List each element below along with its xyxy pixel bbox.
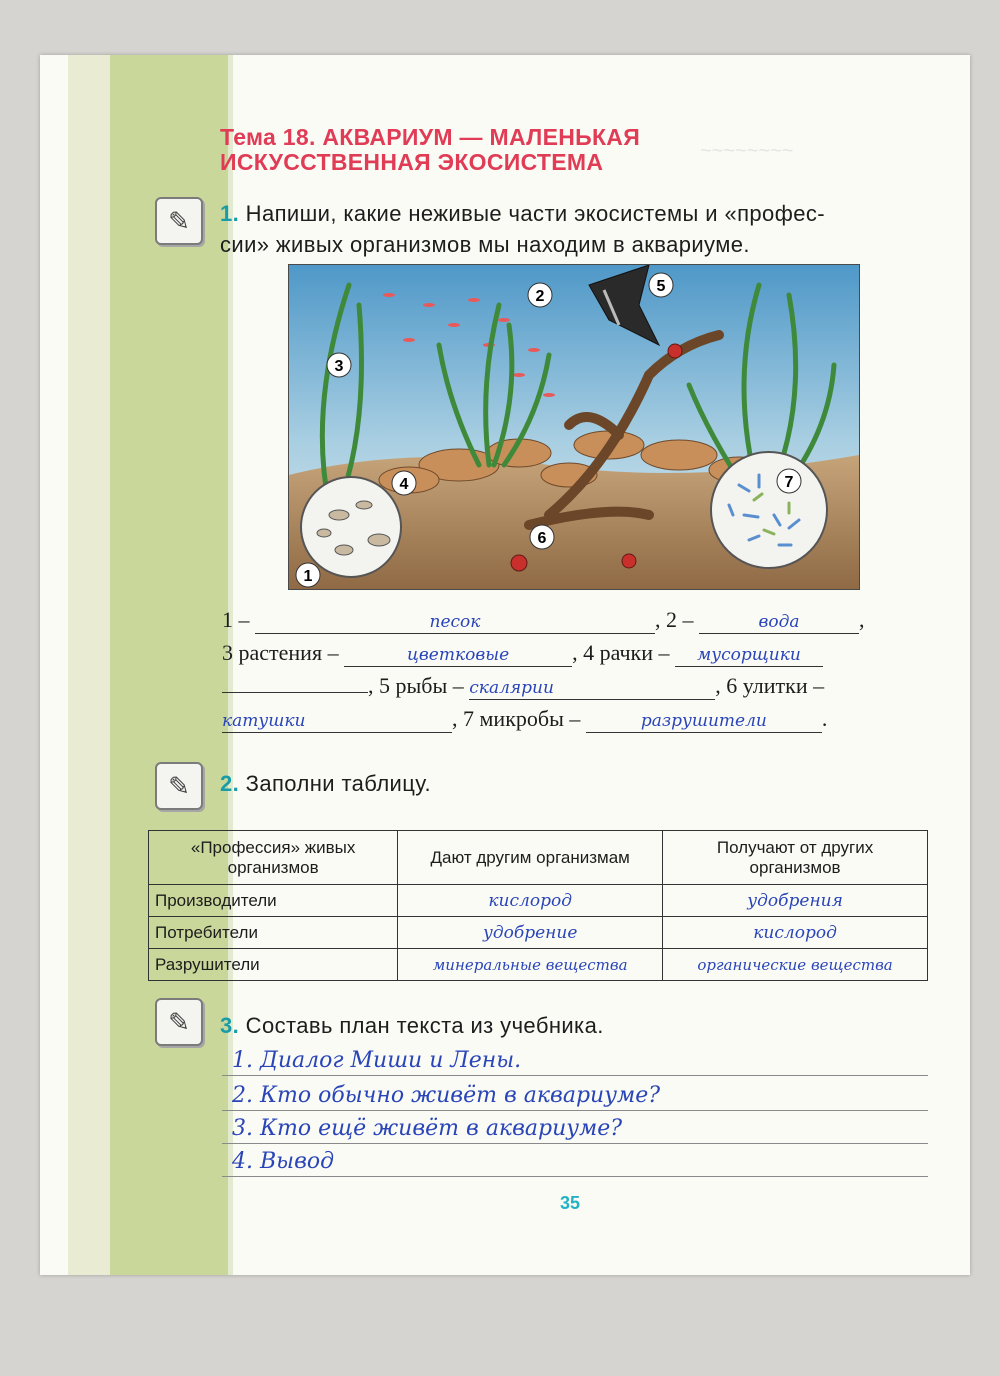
- fill-prefix-3: 3 растения –: [222, 640, 339, 665]
- fill-prefix-6: , 6 улитки –: [715, 673, 825, 698]
- label-2-marker: [528, 283, 552, 307]
- aquarium-label-7: 7: [784, 474, 794, 491]
- aquarium-label-1: 1: [303, 568, 313, 585]
- task1-line-1: Напиши, какие неживые части экосистемы и «профес-: [245, 201, 825, 226]
- answer-crustaceans: мусорщики: [697, 645, 801, 665]
- page-title: [220, 125, 640, 175]
- aquarium-label-4: 4: [399, 476, 409, 493]
- fill-prefix-4: , 4 рачки –: [572, 640, 670, 665]
- professions-table: [148, 830, 928, 981]
- page-number: 35: [560, 1193, 581, 1213]
- pencil-icon: ✎: [155, 197, 203, 245]
- plan-line: [222, 1080, 928, 1111]
- answer-sand: песок: [429, 612, 481, 632]
- fill-prefix-1: 1 –: [222, 607, 250, 632]
- plan-item-3: 3. Кто ещё живёт в аквариуме?: [232, 1116, 623, 1141]
- table-cell-receive: органические вещества: [663, 949, 928, 981]
- table-cell-receive: удобрения: [663, 885, 928, 917]
- label-5-marker: [649, 273, 673, 297]
- table-cell-give: удобрение: [398, 917, 663, 949]
- answer-plants: цветковые: [407, 645, 510, 665]
- table-cell-give: кислород: [398, 885, 663, 917]
- fill-line-1: 1 – песок , 2 – вода ,: [222, 607, 865, 632]
- task3-number: 3.: [220, 1013, 240, 1038]
- plan-line: [222, 1146, 928, 1177]
- plan-line: [222, 1113, 928, 1144]
- pencil-icon: ✎: [155, 762, 203, 810]
- table-cell-role: Потребители: [149, 917, 398, 949]
- page-margin-strip: [68, 55, 110, 1275]
- table-cell-receive: кислород: [663, 917, 928, 949]
- title-line-2: ИСКУССТВЕННАЯ ЭКОСИСТЕМА: [220, 149, 604, 175]
- table-header-row: [149, 831, 928, 885]
- aquarium-label-5: 5: [656, 278, 666, 295]
- task1-line-2: сии» живых организмов мы находим в аквариуме.: [220, 232, 750, 257]
- task2-number: 2.: [220, 771, 240, 796]
- pencil-icon: ✎: [155, 998, 203, 1046]
- aquarium-label-2: 2: [535, 288, 545, 305]
- task1-number: 1.: [220, 201, 240, 226]
- fill-line-3: [222, 673, 934, 700]
- label-1-marker: [296, 563, 320, 587]
- task1-text: [220, 198, 940, 260]
- fill-prefix-7: , 7 микробы –: [452, 706, 581, 731]
- table-cell-role: Производители: [149, 885, 398, 917]
- label-7-marker: [777, 469, 801, 493]
- table-header: Получают от других организмов: [663, 831, 928, 885]
- answer-water: вода: [758, 612, 800, 632]
- task3-text: [220, 1010, 604, 1041]
- plankton-magnifier: [301, 477, 401, 577]
- table-row: [149, 885, 928, 917]
- table-cell-give: минеральные вещества: [398, 949, 663, 981]
- aquarium-illustration: [288, 264, 860, 590]
- label-6-marker: [530, 525, 554, 549]
- plan-item-4: 4. Вывод: [232, 1149, 335, 1174]
- table-row: [149, 949, 928, 981]
- fill-prefix-2: , 2 –: [655, 607, 694, 632]
- microbes-magnifier: [711, 452, 827, 568]
- plan-line: [222, 1045, 928, 1076]
- fill-prefix-5: , 5 рыбы –: [368, 673, 464, 698]
- answer-microbes: разрушители: [640, 711, 767, 731]
- answer-snails: катушки: [222, 711, 306, 731]
- table-row: [149, 917, 928, 949]
- task2-label: Заполни таблицу.: [245, 771, 431, 796]
- answer-fish: скалярии: [469, 678, 554, 698]
- aquarium-label-3: 3: [334, 358, 344, 375]
- aquarium-svg: [289, 265, 859, 589]
- table-header: Дают другим организмам: [398, 831, 663, 885]
- aquarium-label-6: 6: [537, 530, 547, 547]
- plan-item-1: 1. Диалог Миши и Лены.: [232, 1048, 522, 1073]
- plan-item-2: 2. Кто обычно живёт в аквариуме?: [232, 1083, 661, 1108]
- show-through-text: ~~~~~~~~: [700, 140, 794, 162]
- table-header: «Профессия» живых организмов: [149, 831, 398, 885]
- task2-text: [220, 768, 431, 799]
- title-line-1: Тема 18. АКВАРИУМ — МАЛЕНЬКАЯ: [220, 124, 641, 150]
- fill-line-2: [222, 640, 934, 667]
- fill-line-4: катушки , 7 микробы – разрушители .: [222, 706, 828, 731]
- label-3-marker: [327, 353, 351, 377]
- label-4-marker: [392, 471, 416, 495]
- table-cell-role: Разрушители: [149, 949, 398, 981]
- task3-label: Составь план текста из учебника.: [245, 1013, 604, 1038]
